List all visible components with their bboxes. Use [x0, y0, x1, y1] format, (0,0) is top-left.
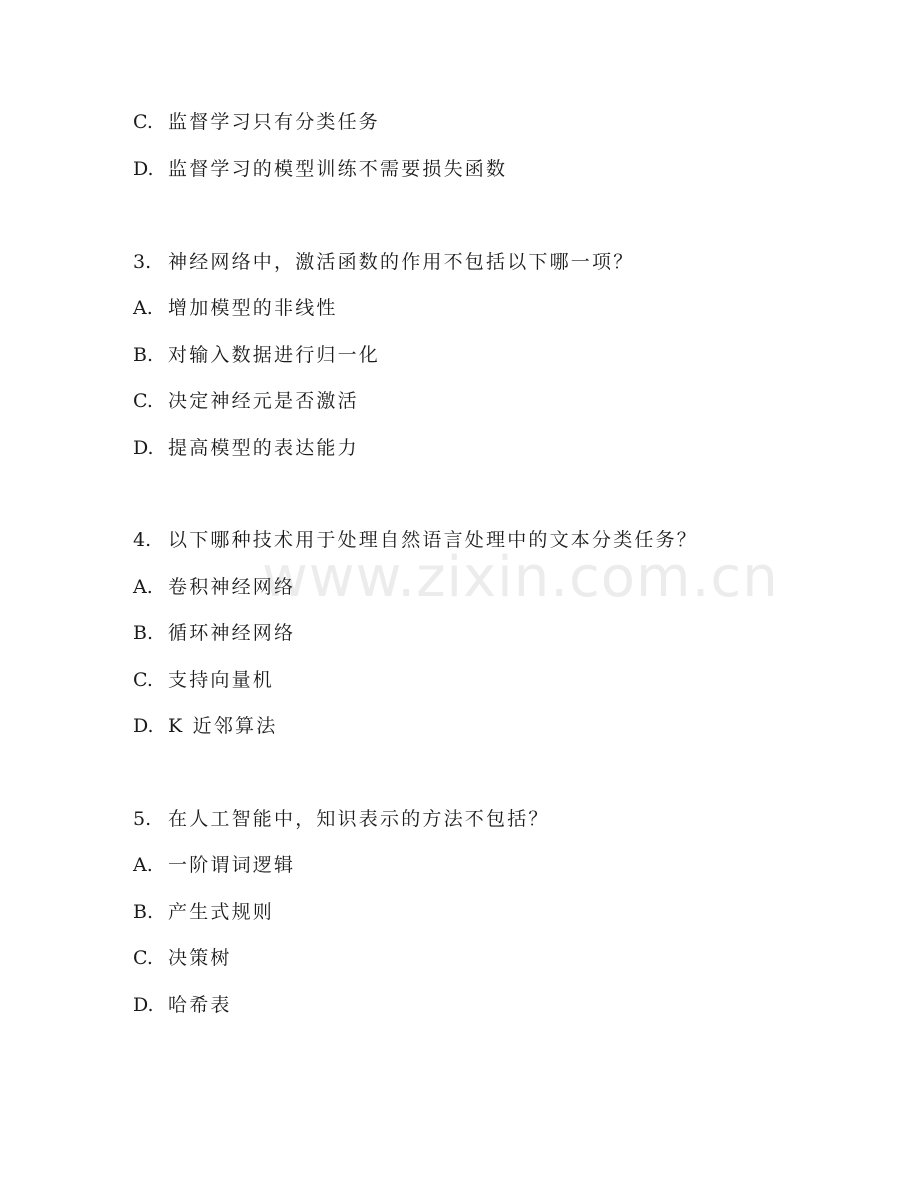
option-c [133, 946, 232, 970]
option-label: C. [133, 390, 153, 412]
option-b [133, 621, 295, 645]
option-label: B. [133, 901, 154, 923]
option-label: D. [133, 158, 154, 180]
question-text: 以下哪种技术用于处理自然语言处理中的文本分类任务？ [168, 529, 699, 551]
option-label: B. [133, 622, 154, 644]
option-text: 支持向量机 [168, 669, 275, 691]
option-d [133, 436, 359, 460]
question-number: 5. [133, 808, 152, 830]
option-a [133, 296, 338, 320]
watermark: www.zixin.com.cn [262, 545, 779, 610]
option-label: A. [133, 854, 153, 876]
question-number: 4. [133, 529, 152, 551]
option-label: C. [133, 111, 153, 133]
option-b [133, 343, 380, 367]
option-c [133, 389, 359, 413]
question-number: 3. [133, 251, 152, 273]
option-d [133, 714, 277, 738]
option-c [133, 668, 274, 692]
option-label: D. [133, 715, 154, 737]
option-d [133, 157, 507, 181]
option-label: A. [133, 576, 153, 598]
option-text: 哈希表 [168, 994, 232, 1016]
option-d [133, 993, 232, 1017]
option-label: B. [133, 344, 154, 366]
option-text: 决策树 [168, 947, 232, 969]
question-5 [133, 807, 550, 831]
option-text: 一阶谓词逻辑 [168, 854, 296, 876]
question-3 [133, 250, 634, 274]
option-text: 增加模型的非线性 [168, 297, 338, 319]
option-text: 卷积神经网络 [168, 576, 296, 598]
option-label: D. [133, 994, 154, 1016]
question-text: 神经网络中，激活函数的作用不包括以下哪一项？ [168, 251, 635, 273]
option-text: 提高模型的表达能力 [168, 437, 359, 459]
option-text: 监督学习的模型训练不需要损失函数 [168, 158, 508, 180]
option-label: A. [133, 297, 153, 319]
option-c [133, 110, 380, 134]
option-text: K 近邻算法 [168, 715, 278, 737]
option-text: 产生式规则 [168, 901, 275, 923]
option-a [133, 853, 295, 877]
option-text: 循环神经网络 [168, 622, 296, 644]
option-text: 监督学习只有分类任务 [168, 111, 381, 133]
option-label: C. [133, 669, 153, 691]
option-text: 对输入数据进行归一化 [168, 344, 381, 366]
option-label: C. [133, 947, 153, 969]
option-b [133, 900, 274, 924]
option-text: 决定神经元是否激活 [168, 390, 359, 412]
question-text: 在人工智能中，知识表示的方法不包括？ [168, 808, 550, 830]
option-label: D. [133, 437, 154, 459]
